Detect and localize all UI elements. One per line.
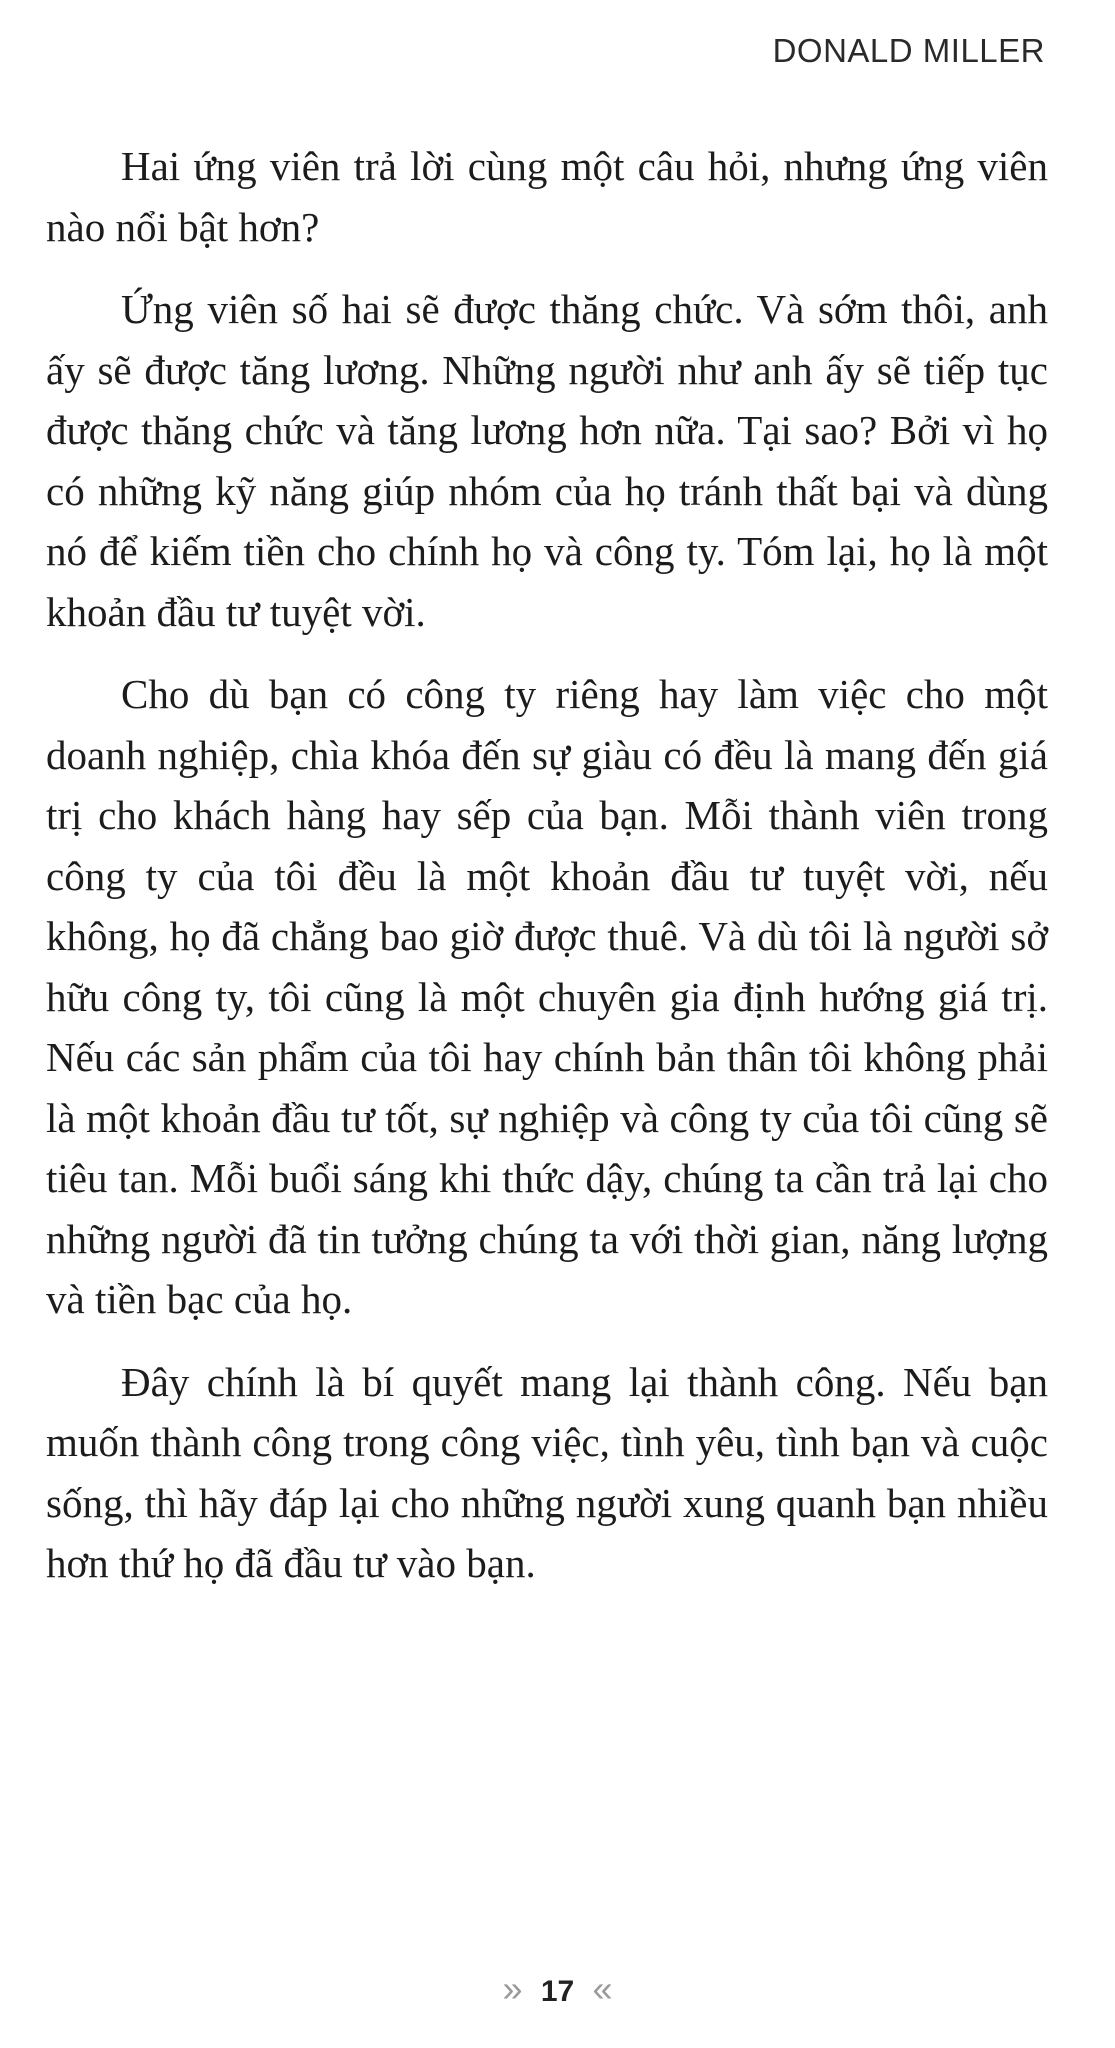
paragraph-1: Hai ứng viên trả lời cùng một câu hỏi, nhưng ứng viên nào nổi bật hơn?: [46, 143, 1048, 250]
left-chevron-ornament-icon: »: [502, 1968, 523, 2009]
paragraph-4: Đây chính là bí quyết mang lại thành công. Nếu bạn muốn thành công trong công việc, tình yêu, tình bạn và cuộc sống, thì hãy đáp lại cho những người xung quanh bạn nhiều hơn thứ họ đã đầu tư vào bạn.: [46, 1358, 1048, 1586]
body-text: [46, 136, 1048, 1616]
page-number: 17: [540, 1975, 575, 2008]
running-header-author: DONALD MILLER: [772, 32, 1045, 69]
paragraph-3: Cho dù bạn có công ty riêng hay làm việc cho một doanh nghiệp, chìa khóa đến sự giàu có đều là mang đến giá trị cho khách hàng hay sếp của bạn. Mỗi thành viên trong công ty của tôi đều là một khoản đầu tư tuyệt vời, nếu không, họ đã chẳng bao giờ được thuê. Và dù tôi là người sở hữu công ty, tôi cũng là một chuyên gia định hướng giá trị. Nếu các sản phẩm của tôi hay chính bản thân tôi không phải là một khoản đầu tư tốt, sự nghiệp và công ty của tôi cũng sẽ tiêu tan. Mỗi buổi sáng khi thức dậy, chúng ta cần trả lại cho những người đã tin tưởng chúng ta với thời gian, năng lượng và tiền bạc của họ.: [46, 671, 1048, 1322]
paragraph-2: Ứng viên số hai sẽ được thăng chức. Và sớm thôi, anh ấy sẽ được tăng lương. Những người như anh ấy sẽ tiếp tục được thăng chức và tăng lương hơn nữa. Tại sao? Bởi vì họ có những kỹ năng giúp nhóm của họ tránh thất bại và dùng nó để kiếm tiền cho chính họ và công ty. Tóm lại, họ là một khoản đầu tư tuyệt vời.: [46, 286, 1048, 635]
page-footer: [0, 1968, 1115, 2010]
right-chevron-ornament-icon: «: [592, 1968, 613, 2009]
